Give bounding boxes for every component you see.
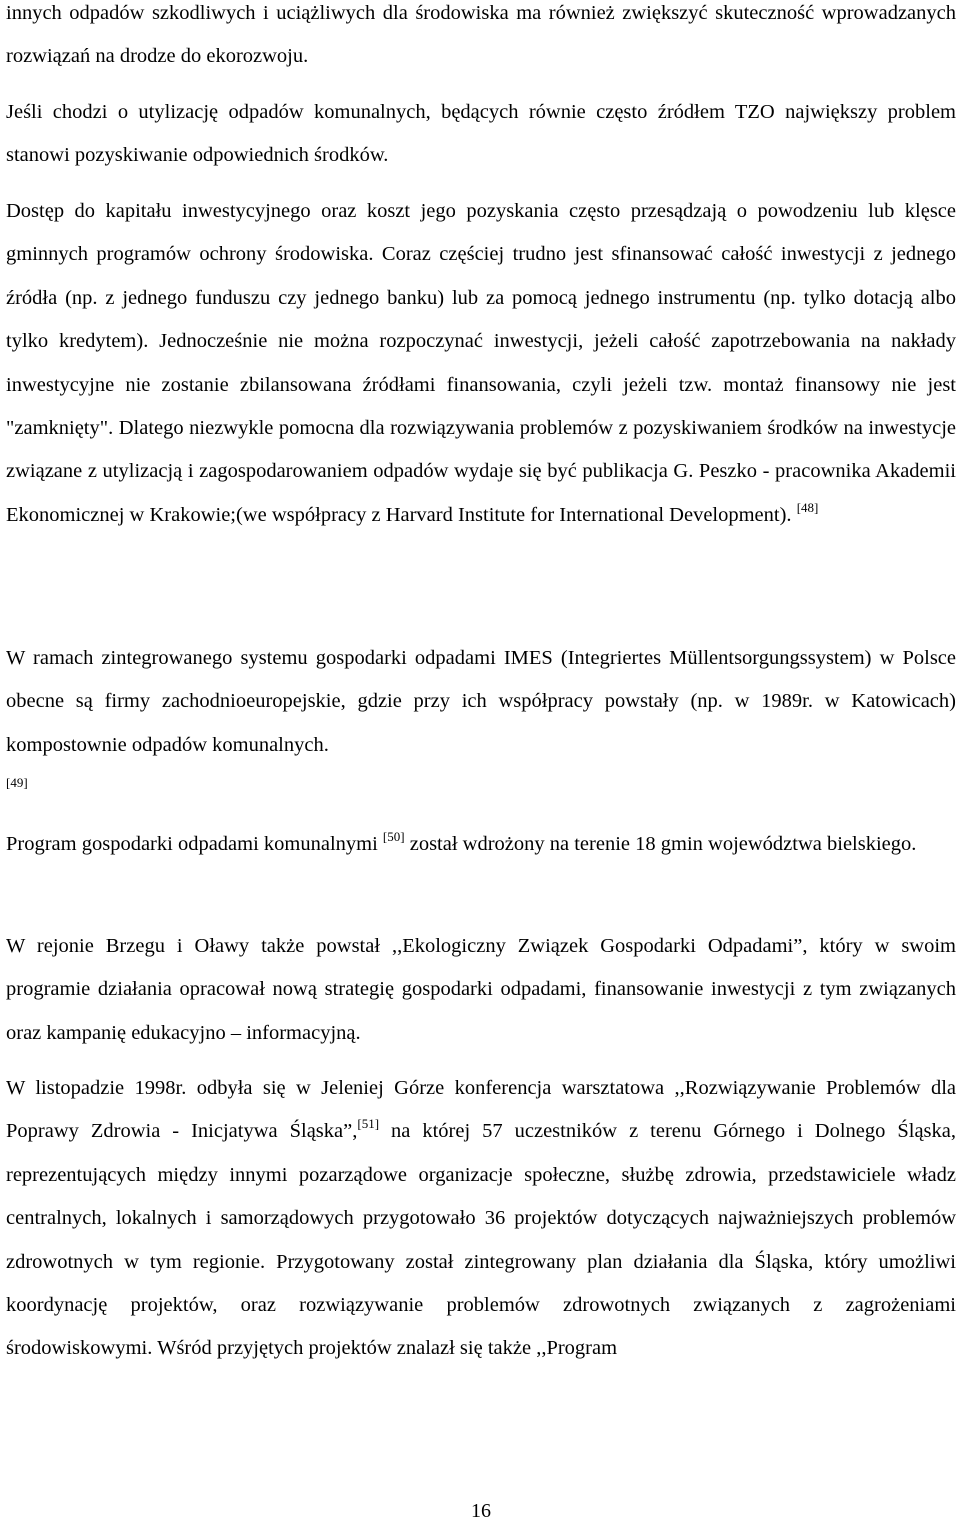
- paragraph-7-text-after: na której 57 uczestników z terenu Górnego i Dolnego Śląska, reprezentujących między innymi pozarządowe organizacje społeczne, służbę zdrowia, przedstawiciele władz centralnych, lokalnych i samorządowych przygotowało 36 projektów dotyczących najważniejszych problemów zdrowotnych w tym regionie. Przygotowany został zintegrowany plan działania dla Śląska, który umożliwi koordynację projektów, oraz rozwiązywanie problemów zdrowotnych związanych z zagrożeniami środowiskowymi. Wśród przyjętych projektów znalazł się także ,,Program: [6, 1120, 956, 1360]
- page-number: 16: [471, 1500, 491, 1522]
- paragraph-6-text: W rejonie Brzegu i Oławy także powstał ,,Ekologiczny Związek Gospodarki Odpadami”, który w swoim programie działania opracował nową strategię gospodarki odpadami, finansowanie inwestycji z tym związanych oraz kampanię edukacyjno – informacyjną.: [6, 935, 956, 1044]
- paragraph-5-text-after: został wdrożony na terenie 18 gmin województwa bielskiego.: [404, 833, 917, 855]
- footnote-ref-51: [51]: [357, 1116, 380, 1132]
- paragraph-2: [6, 91, 956, 178]
- paragraph-5-text-before: Program gospodarki odpadami komunalnymi: [6, 833, 383, 855]
- paragraph-3-text: Dostęp do kapitału inwestycyjnego oraz koszt jego pozyskania często przesądzają o powodzeniu lub klęsce gminnych programów ochrony środowiska. Coraz częściej trudno jest sfinansować całość inwestycji z jednego źródła (np. z jednego funduszu czy jednego banku) lub za pomocą jednego instrumentu (np. tylko dotacją albo tylko kredytem). Jednocześnie nie można rozpoczynać inwestycji, jeżeli całość zapotrzebowania na nakłady inwestycyjne nie zostanie zbilansowana źródłami finansowania, czyli jeżeli tzw. montaż finansowy nie jest "zamknięty". Dlatego niezwykle pomocna dla rozwiązywania problemów z pozyskiwaniem środków na inwestycje związane z utylizacją i zagospodarowaniem odpadów wydaje się być publikacja G. Peszko - pracownika Akademii Ekonomicznej w Krakowie;(we współpracy z Harvard Institute for International Development).: [6, 200, 956, 526]
- document-page: [6, 0, 956, 1525]
- paragraph-4: [6, 637, 956, 767]
- paragraph-5: [6, 823, 956, 866]
- paragraph-3: [6, 190, 956, 537]
- paragraph-7: [6, 1067, 956, 1371]
- footnote-ref-49: [49]: [6, 775, 28, 790]
- paragraph-1: [6, 0, 956, 79]
- paragraph-2-text: Jeśli chodzi o utylizację odpadów komunalnych, będących równie często źródłem TZO największy problem stanowi pozyskiwanie odpowiednich środków.: [6, 101, 956, 167]
- footnote-ref-50: [50]: [382, 829, 405, 844]
- paragraph-6: [6, 925, 956, 1055]
- paragraph-1-text: innych odpadów szkodliwych i uciążliwych dla środowiska ma również zwiększyć skuteczność wprowadzanych rozwiązań na drodze do ekorozwoju.: [6, 2, 956, 68]
- paragraph-4-text: W ramach zintegrowanego systemu gospodarki odpadami IMES (Integriertes Müllentsorgungssystem) w Polsce obecne są firmy zachodnioeuropejskie, gdzie przy ich współpracy powstały (np. w 1989r. w Katowicach) kompostownie odpadów komunalnych.: [6, 647, 956, 756]
- paragraph-7-text-before: W listopadzie 1998r. odbyła się w Jeleniej Górze konferencja warsztatowa ,,Rozwiązywanie Problemów dla Poprawy Zdrowia - Inicjatywa Śląska”,: [6, 1077, 956, 1143]
- footnote-ref-48: [48]: [796, 499, 819, 515]
